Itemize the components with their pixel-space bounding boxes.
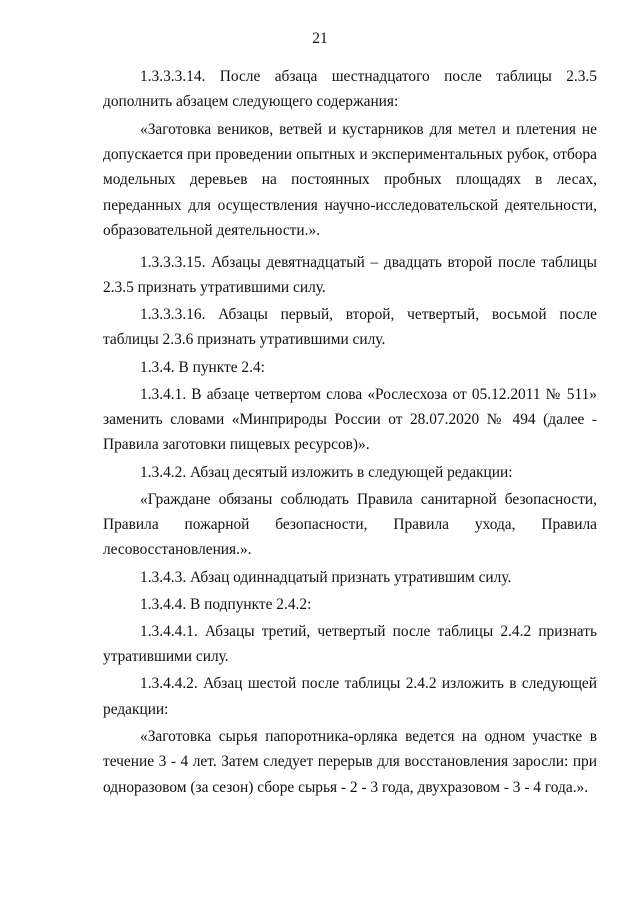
paragraph-1-3-4-3: 1.3.4.3. Абзац одиннадцатый признать утратившим силу. bbox=[140, 568, 512, 586]
paragraph-1-3-3-3-15: 1.3.3.3.15. Абзацы девятнадцатый – двадцать второй после таблицы 2.3.5 признать утратившими силу. bbox=[103, 253, 597, 296]
paragraph-1-3-3-3-16: 1.3.3.3.16. Абзацы первый, второй, четвертый, восьмой после таблицы 2.3.6 признать утратившими силу. bbox=[103, 306, 597, 349]
quoted-paragraph-rules: «Граждане обязаны соблюдать Правила санитарной безопасности, Правила пожарной безопасности, Правила ухода, Правила лесовосстановления.». bbox=[103, 490, 597, 559]
paragraph-1-3-4-4-1: 1.3.4.4.1. Абзацы третий, четвертый после таблицы 2.4.2 признать утратившими силу. bbox=[103, 622, 597, 666]
document-body bbox=[103, 64, 597, 802]
paragraph-1-3-4-1: 1.3.4.1. В абзаце четвертом слова «Рослесхоза от 05.12.2011 № 511» заменить словами «Минприроды России от 28.07.2020 № 494 (далее - Правила заготовки пищевых ресурсов)». bbox=[103, 385, 597, 454]
quoted-paragraph-brooms: «Заготовка веников, ветвей и кустарников для метел и плетения не допускается при проведении опытных и экспериментальных рубок, отбора модельных деревьев на постоянных пробных площадях в лесах, переданных для осуществления научно-исследовательской деятельности, образовательной деятельности.». bbox=[103, 120, 597, 240]
quoted-paragraph-bracken: «Заготовка сырья папоротника-орляка ведется на одном участке в течение 3 - 4 лет. Затем следует перерыв для восстановления заросли: при одноразовом (за сезон) сборе сырья - 2 - 3 года, двухразовом - 3 - 4 года.». bbox=[103, 727, 597, 796]
paragraph-1-3-3-3-14: 1.3.3.3.14. После абзаца шестнадцатого после таблицы 2.3.5 дополнить абзацем следующего содержания: bbox=[103, 68, 597, 111]
page-number: 21 bbox=[312, 30, 328, 47]
paragraph-1-3-4-4: 1.3.4.4. В подпункте 2.4.2: bbox=[140, 595, 312, 613]
paragraph-1-3-4-4-2: 1.3.4.4.2. Абзац шестой после таблицы 2.4.2 изложить в следующей редакции: bbox=[103, 675, 597, 718]
paragraph-1-3-4-2: 1.3.4.2. Абзац десятый изложить в следующей редакции: bbox=[140, 463, 513, 481]
paragraph-1-3-4: 1.3.4. В пункте 2.4: bbox=[140, 358, 265, 376]
